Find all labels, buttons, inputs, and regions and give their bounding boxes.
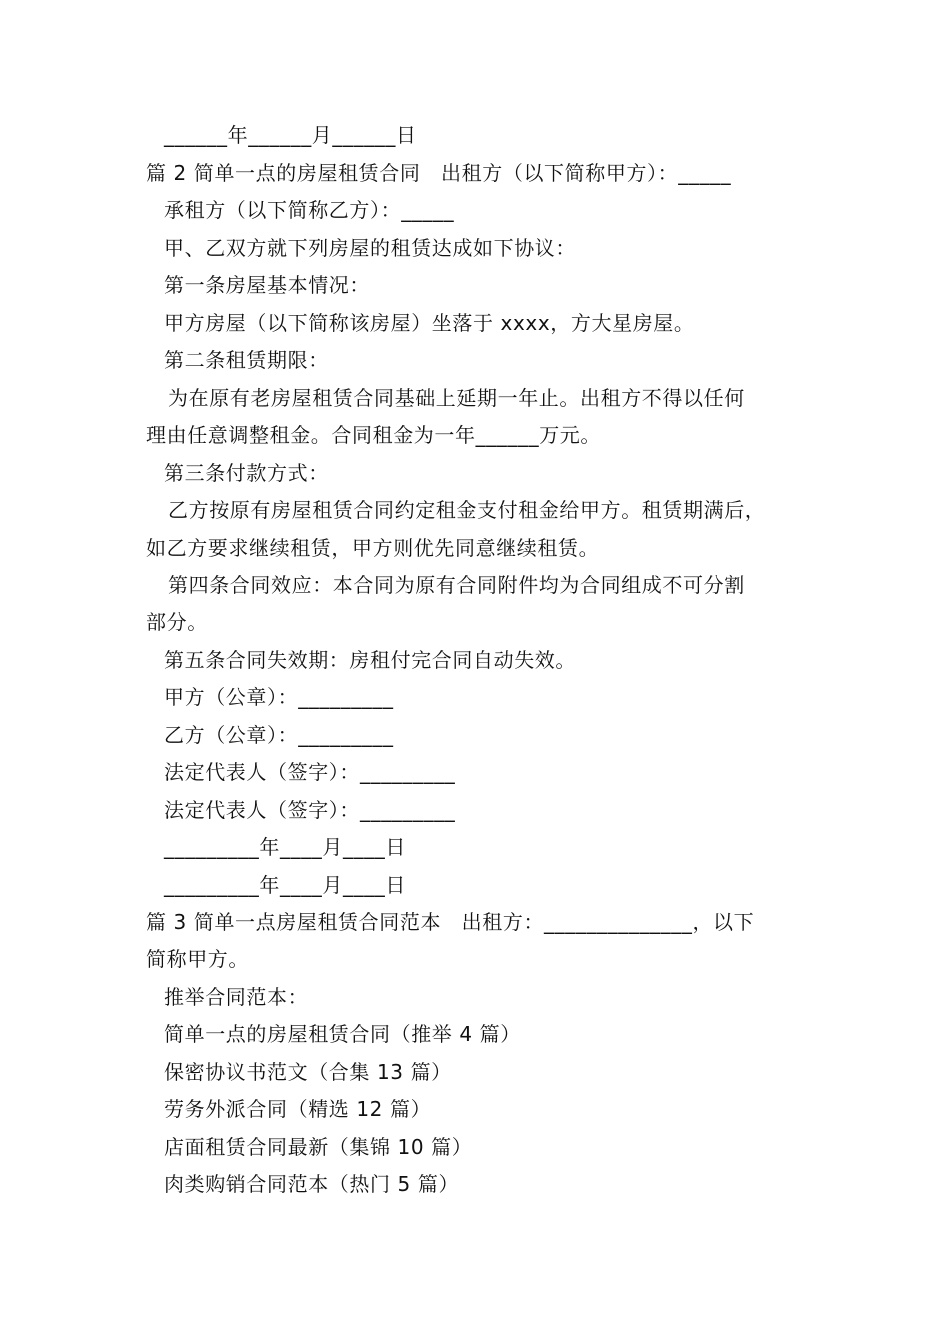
article-3-body-line-1: 乙方按原有房屋租赁合同约定租金支付租金给甲方。租赁期满后， xyxy=(168,498,766,522)
article-4-line-2: 部分。 xyxy=(146,610,208,634)
legal-rep-signature-2: 法定代表人（签字）：_________ xyxy=(164,798,456,822)
article-2-title: 第二条租赁期限： xyxy=(164,348,329,372)
article-5: 第五条合同失效期：房租付完合同自动失效。 xyxy=(164,648,576,672)
signing-date-1: _________年____月____日 xyxy=(164,835,406,859)
recommended-item: 简单一点的房屋租赁合同（推举 4 篇） xyxy=(164,1022,521,1046)
party-b-seal: 乙方（公章）：_________ xyxy=(164,723,394,747)
article-1-body: 甲方房屋（以下简称该房屋）坐落于 xxxx，方大星房屋。 xyxy=(164,311,695,335)
article-4-line-1: 第四条合同效应：本合同为原有合同附件均为合同组成不可分割 xyxy=(168,573,745,597)
recommended-item: 肉类购销合同范本（热门 5 篇） xyxy=(164,1172,460,1196)
article-2-body-line-1: 为在原有老房屋租赁合同基础上延期一年止。出租方不得以任何 xyxy=(168,386,745,410)
date-line: ______年______月______日 xyxy=(164,123,417,147)
article-3-body-line-2: 如乙方要求继续租赁，甲方则优先同意继续租赁。 xyxy=(146,536,600,560)
recommended-item: 店面租赁合同最新（集锦 10 篇） xyxy=(164,1135,473,1159)
agreement-intro: 甲、乙双方就下列房屋的租赁达成如下协议： xyxy=(164,236,576,260)
party-a-seal: 甲方（公章）：_________ xyxy=(164,685,394,709)
section-3-heading: 篇 3 简单一点房屋租赁合同范本 出租方：______________，以下 xyxy=(146,910,755,934)
section-2-heading: 篇 2 简单一点的房屋租赁合同 出租方（以下简称甲方）：_____ xyxy=(146,161,732,185)
recommended-item: 劳务外派合同（精选 12 篇） xyxy=(164,1097,432,1121)
lessee-line: 承租方（以下简称乙方）：_____ xyxy=(164,198,455,222)
recommended-item: 保密协议书范文（合集 13 篇） xyxy=(164,1060,452,1084)
recommended-title: 推举合同范本： xyxy=(164,985,309,1009)
article-3-title: 第三条付款方式： xyxy=(164,461,329,485)
article-2-body-line-2: 理由任意调整租金。合同租金为一年______万元。 xyxy=(146,423,601,447)
signing-date-2: _________年____月____日 xyxy=(164,873,406,897)
section-3-heading-cont: 简称甲方。 xyxy=(146,947,249,971)
article-1-title: 第一条房屋基本情况： xyxy=(164,273,370,297)
legal-rep-signature-1: 法定代表人（签字）：_________ xyxy=(164,760,456,784)
